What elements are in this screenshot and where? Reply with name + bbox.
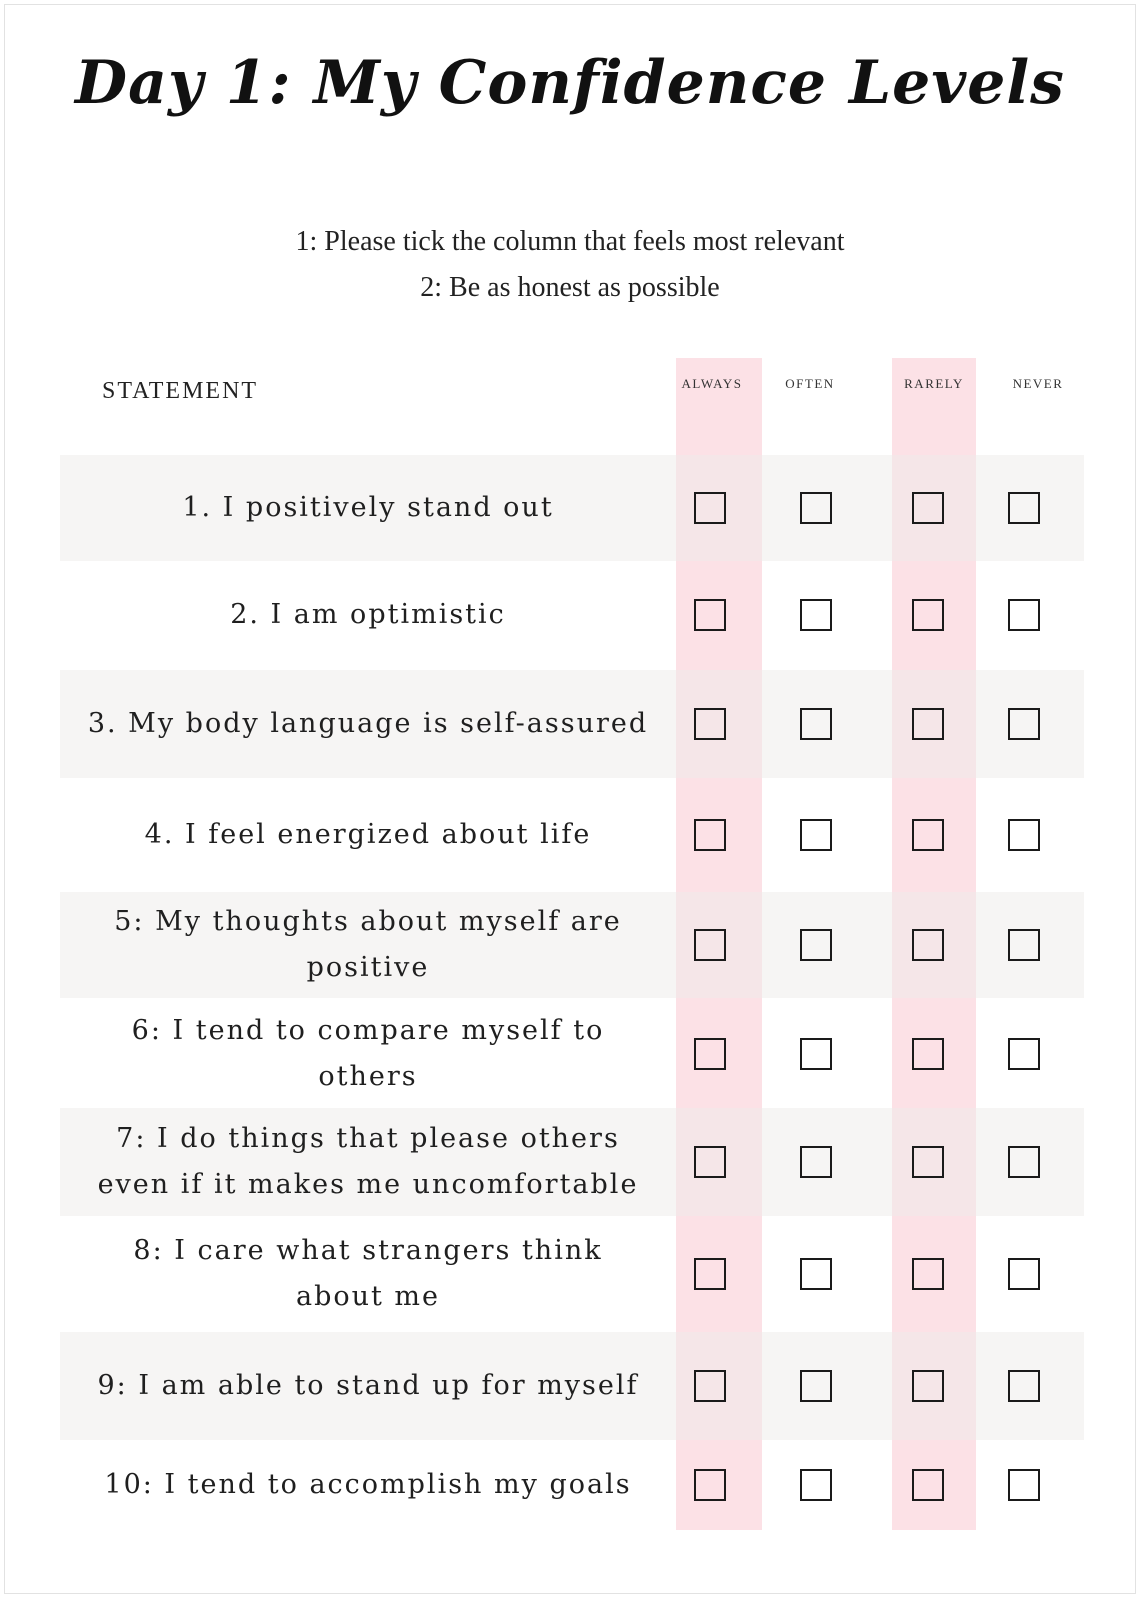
statement-text: [60, 701, 676, 747]
checkbox-always[interactable]: [694, 708, 726, 740]
statement-line: 5: My thoughts about myself are: [114, 906, 622, 937]
checkbox-often[interactable]: [800, 1469, 832, 1501]
statement-line: 8: I care what strangers think: [133, 1235, 603, 1266]
checkbox-always[interactable]: [694, 929, 726, 961]
checkbox-never[interactable]: [1008, 1038, 1040, 1070]
statement-text: [60, 485, 676, 531]
checkbox-rarely[interactable]: [912, 599, 944, 631]
statement-line: 6: I tend to compare myself to: [131, 1015, 605, 1046]
statement-line: 10: I tend to accomplish my goals: [104, 1469, 632, 1500]
checkbox-always[interactable]: [694, 492, 726, 524]
checkbox-often[interactable]: [800, 708, 832, 740]
checkbox-rarely[interactable]: [912, 819, 944, 851]
checkbox-rarely[interactable]: [912, 1038, 944, 1070]
statement-text: [60, 592, 676, 638]
statement-line: others: [318, 1061, 418, 1092]
table-row: [60, 670, 1084, 778]
column-header-often: OFTEN: [785, 376, 835, 391]
statement-text: [60, 1116, 676, 1208]
checkbox-never[interactable]: [1008, 599, 1040, 631]
statement-line: even if it makes me uncomfortable: [97, 1169, 639, 1200]
checkbox-rarely[interactable]: [912, 1258, 944, 1290]
statement-line: 1. I positively stand out: [182, 492, 554, 523]
checkbox-rarely[interactable]: [912, 1469, 944, 1501]
checkbox-never[interactable]: [1008, 708, 1040, 740]
statement-line: 2. I am optimistic: [230, 599, 506, 630]
statement-text: [60, 1008, 676, 1100]
statement-line: 7: I do things that please others: [116, 1123, 620, 1154]
table-row: [60, 1216, 1084, 1332]
checkbox-often[interactable]: [800, 1038, 832, 1070]
checkbox-always[interactable]: [694, 1038, 726, 1070]
statement-column-header: STATEMENT: [102, 378, 259, 404]
statement-text: [60, 1363, 676, 1409]
checkbox-never[interactable]: [1008, 1469, 1040, 1501]
checkbox-often[interactable]: [800, 1146, 832, 1178]
checkbox-never[interactable]: [1008, 492, 1040, 524]
table-row: [60, 1000, 1084, 1108]
checkbox-always[interactable]: [694, 819, 726, 851]
column-header-always: ALWAYS: [681, 376, 743, 391]
checkbox-rarely[interactable]: [912, 1370, 944, 1402]
statement-line: 4. I feel energized about life: [144, 819, 592, 850]
checkbox-often[interactable]: [800, 1370, 832, 1402]
table-row: [60, 892, 1084, 998]
statement-line: 3. My body language is self-assured: [87, 708, 649, 739]
statement-text: [60, 1228, 676, 1320]
checkbox-always[interactable]: [694, 1258, 726, 1290]
statement-text: [60, 812, 676, 858]
table-row: [60, 562, 1084, 668]
checkbox-often[interactable]: [800, 929, 832, 961]
table-row: [60, 1440, 1084, 1530]
checkbox-often[interactable]: [800, 492, 832, 524]
table-row: [60, 455, 1084, 561]
checkbox-never[interactable]: [1008, 1370, 1040, 1402]
checkbox-never[interactable]: [1008, 929, 1040, 961]
table-row: [60, 779, 1084, 891]
table-row: [60, 1108, 1084, 1216]
checkbox-rarely[interactable]: [912, 708, 944, 740]
statement-line: 9: I am able to stand up for myself: [97, 1370, 639, 1401]
checkbox-often[interactable]: [800, 599, 832, 631]
statement-line: positive: [306, 952, 430, 983]
checkbox-always[interactable]: [694, 1370, 726, 1402]
checkbox-rarely[interactable]: [912, 492, 944, 524]
checkbox-often[interactable]: [800, 819, 832, 851]
checkbox-rarely[interactable]: [912, 929, 944, 961]
checkbox-always[interactable]: [694, 1146, 726, 1178]
checkbox-always[interactable]: [694, 1469, 726, 1501]
column-header-rarely: RARELY: [904, 376, 964, 391]
statement-text: [60, 1462, 676, 1508]
page-title: Day 1: My Confidence Levels: [75, 48, 1065, 118]
instruction-1: 1: Please tick the column that feels most relevant: [295, 226, 845, 257]
statement-line: about me: [295, 1281, 441, 1312]
column-header-never: NEVER: [1012, 376, 1064, 391]
checkbox-always[interactable]: [694, 599, 726, 631]
checkbox-never[interactable]: [1008, 1258, 1040, 1290]
checkbox-often[interactable]: [800, 1258, 832, 1290]
checkbox-rarely[interactable]: [912, 1146, 944, 1178]
statement-text: [60, 899, 676, 991]
checkbox-never[interactable]: [1008, 819, 1040, 851]
checkbox-never[interactable]: [1008, 1146, 1040, 1178]
instruction-2: 2: Be as honest as possible: [420, 272, 720, 303]
table-row: [60, 1332, 1084, 1440]
